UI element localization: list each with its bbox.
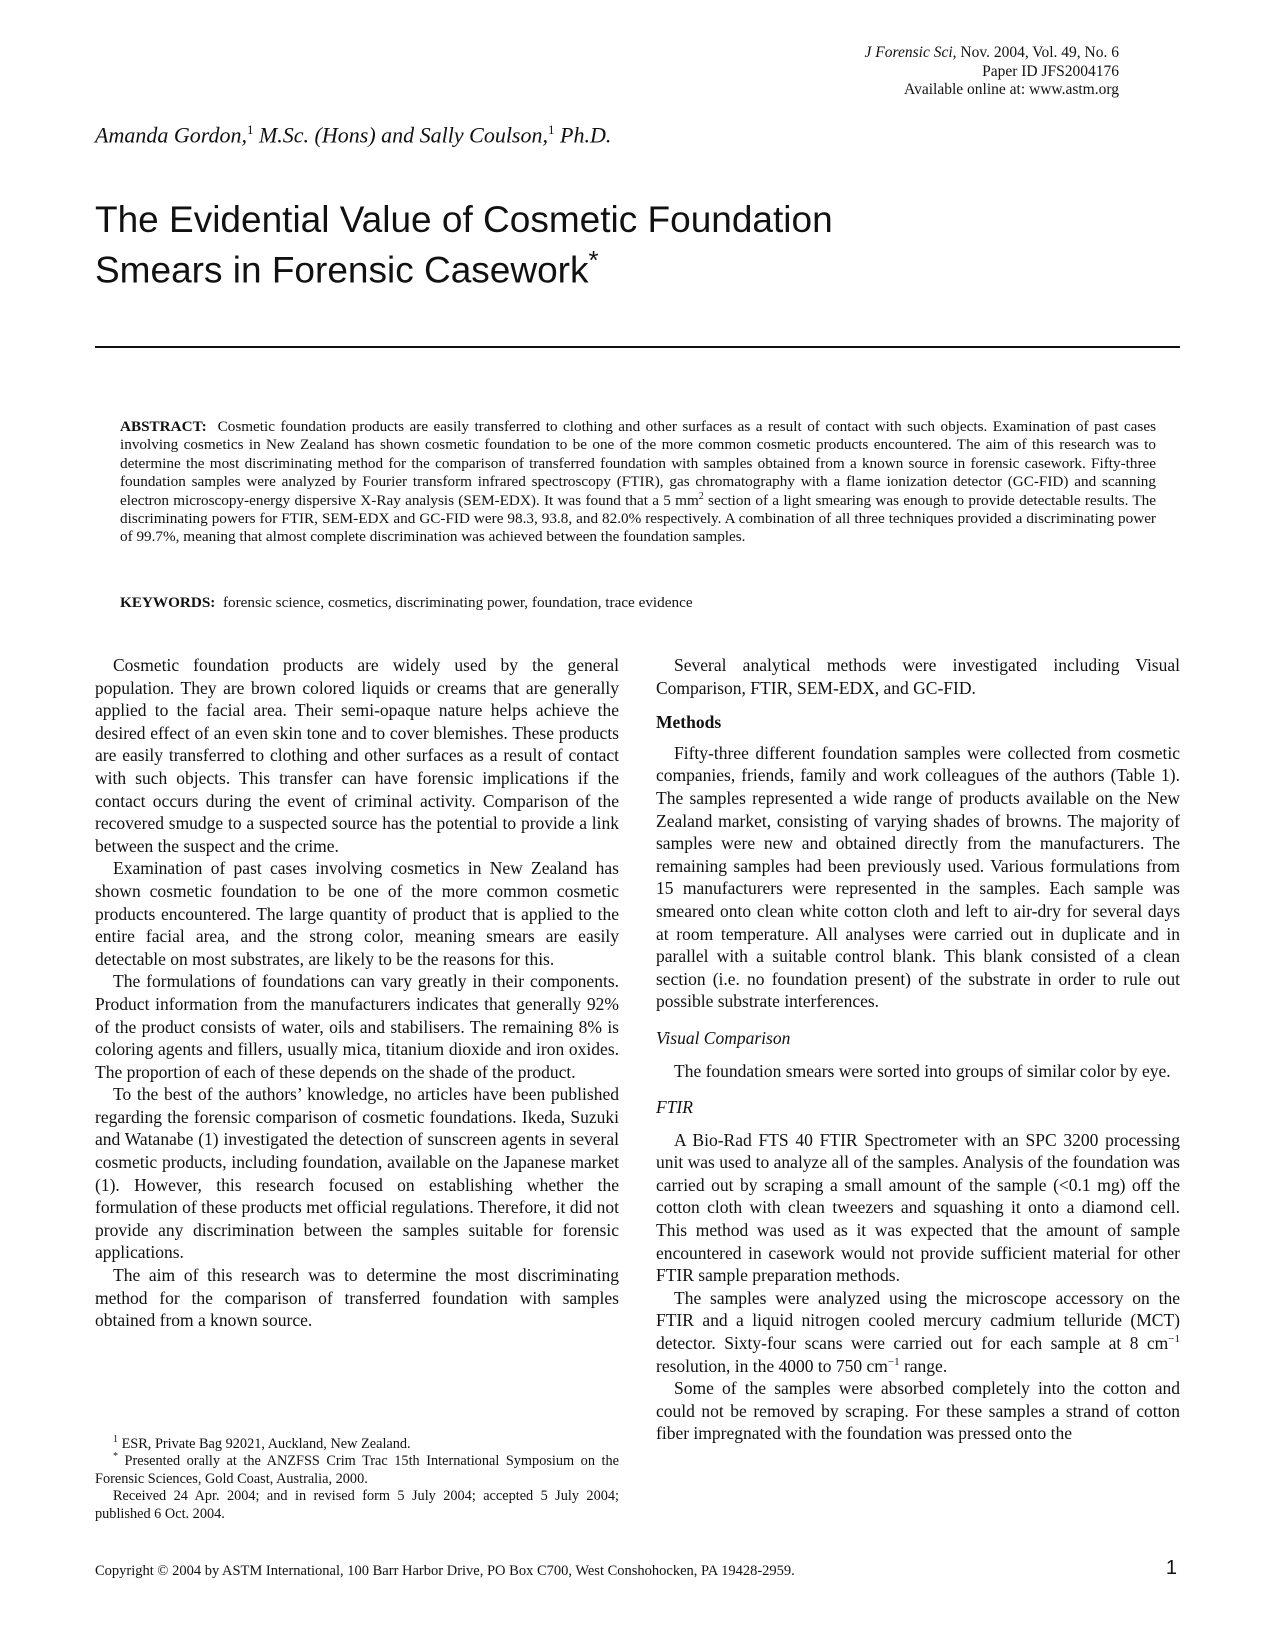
left-paragraph-2: Examination of past cases involving cosmetics in New Zealand has shown cosmetic foundation to be one of the more common cosmetic products encountered. The large quantity of product that is applied to the entire facial area, and the strong color, meaning smears are easily detectable on most substrates, are likely to be the reasons for this. xyxy=(95,858,619,969)
keywords xyxy=(120,594,693,612)
ftir-superscript-2: −1 xyxy=(887,1355,900,1368)
footnote-1-text: ESR, Private Bag 92021, Auckland, New Zealand. xyxy=(118,1436,411,1452)
left-paragraph-4: To the best of the authors’ knowledge, no articles have been published regarding the forensic comparison of cosmetic foundations. Ikeda, Suzuki and Watanabe (1) investigated the detection of sunscreen agents in several cosmetic products, including foundation, available on the Japanese market (1). However, this research focused on establishing whether the formulation of these products met official regulations. Therefore, it did not provide any discrimination between the samples suitable for forensic applications. xyxy=(95,1084,619,1263)
ftir-heading: FTIR xyxy=(656,1097,693,1118)
footnotes xyxy=(95,1436,619,1523)
right-column xyxy=(656,654,1180,1445)
footnote-2-marker: * xyxy=(113,1451,118,1463)
paper-id: Paper ID JFS2004176 xyxy=(982,62,1119,80)
keywords-text: forensic science, cosmetics, discriminating power, foundation, trace evidence xyxy=(222,594,693,611)
ftir-paragraph-1: A Bio-Rad FTS 40 FTIR Spectrometer with an SPC 3200 processing unit was used to analyze all of the samples. Analysis of the foundation was carried out by scraping a small amount of the sample (<0.1 mg) off the cotton cloth with clean tweezers and squashing it onto a diamond cell. This method was used as it was expected that the amount of sample encountered in casework would not provide sufficient material for other FTIR sample preparation methods. xyxy=(656,1129,1180,1286)
right-paragraph-1: Several analytical methods were investigated including Visual Comparison, FTIR, SEM-EDX, and GC-FID. xyxy=(656,655,1180,698)
left-column xyxy=(95,654,619,1332)
footnote-2-text: Presented orally at the ANZFSS Crim Trac 15th International Symposium on the Forensic Sciences, Gold Coast, Australia, 2000. xyxy=(95,1453,619,1487)
left-paragraph-3: The formulations of foundations can vary greatly in their components. Product information from the manufacturers indicates that generally 92% of the product consists of water, oils and stabilisers. The remaining 8% is coloring agents and fillers, usually mica, titanium dioxide and iron oxides. The proportion of each of these depends on the shade of the product. xyxy=(95,971,619,1082)
author-1-affiliation: 1 xyxy=(246,122,254,137)
author-2-affiliation: 1 xyxy=(548,122,555,137)
ftir-paragraph-2-part-c: range. xyxy=(899,1355,948,1376)
online-availability: Available online at: www.astm.org xyxy=(904,81,1119,98)
ftir-paragraph-3: Some of the samples were absorbed completely into the cotton and could not be removed by scraping. For these samples a strand of cotton fiber impregnated with the foundation was pressed onto the xyxy=(656,1378,1180,1444)
journal-citation xyxy=(865,44,1119,63)
methods-paragraph: Fifty-three different foundation samples were collected from cosmetic companies, friends, family and work colleagues of the authors (Table 1). The samples represented a wide range of products available on the New Zealand market, consisting of varying shades of browns. The majority of samples were new and obtained directly from the manufacturers. The remaining samples had been previously used. Various formulations from 15 manufacturers were represented in the samples. Each sample was smeared onto clean white cotton cloth and left to air-dry for several days at room temperature. All analyses were carried out in duplicate and in parallel with a suitable control blank. This blank consisted of a clean section (i.e. no foundation present) of the substrate in order to rule out possible substrate interferences. xyxy=(656,742,1180,1012)
title-line-1: The Evidential Value of Cosmetic Foundation xyxy=(95,199,833,240)
visual-comparison-paragraph: The foundation smears were sorted into groups of similar color by eye. xyxy=(674,1060,1171,1081)
ftir-superscript-1: −1 xyxy=(1168,1333,1180,1346)
author-2-degree: Ph.D. xyxy=(560,122,612,148)
journal-issue: Nov. 2004, Vol. 49, No. 6 xyxy=(960,44,1119,61)
copyright-notice: Copyright © 2004 by ASTM International, 100 Barr Harbor Drive, PO Box C700, West Conshohocken, PA 19428-2959. xyxy=(95,1563,795,1579)
abstract-label: ABSTRACT: xyxy=(120,418,207,435)
keywords-label: KEYWORDS: xyxy=(120,594,216,611)
ftir-paragraph-2-part-a: The samples were analyzed using the microscope accessory on the FTIR and a liquid nitrogen cooled mercury cadmium telluride (MCT) detector. Sixty-four scans were carried out for each sample at 8 cm xyxy=(656,1287,1180,1354)
footnote-2 xyxy=(95,1453,619,1488)
ftir-paragraph-2 xyxy=(656,1287,1180,1377)
author-degree-and-second-author: M.Sc. (Hons) and Sally Coulson, xyxy=(258,122,548,148)
title-footnote-marker: * xyxy=(588,245,599,275)
received-dates: Received 24 Apr. 2004; and in revised form 5 July 2004; accepted 5 July 2004; published 6 Oct. 2004. xyxy=(95,1488,619,1522)
journal-name: J Forensic Sci, xyxy=(864,44,957,61)
page-number: 1 xyxy=(1165,1557,1177,1579)
footnote-1 xyxy=(95,1436,619,1453)
page-title xyxy=(95,199,833,290)
title-divider xyxy=(95,346,1180,348)
ftir-paragraph-2-part-b: resolution, in the 4000 to 750 cm xyxy=(656,1355,888,1376)
left-paragraph-5: The aim of this research was to determine the most discriminating method for the comparison of transferred foundation with samples obtained from a known source. xyxy=(95,1265,619,1331)
author-line xyxy=(95,122,611,148)
methods-heading: Methods xyxy=(656,712,722,733)
author-1-name: Amanda Gordon, xyxy=(95,122,247,148)
footnote-1-marker: 1 xyxy=(113,1434,118,1446)
journal-header xyxy=(865,44,1119,100)
abstract-text-part-2: section of a light smearing was enough to provide detectable results. The discriminating powers for FTIR, SEM-EDX and GC-FID were 98.3, 93.8, and 82.0% respectively. A combination of all three techniques provided a discriminating power of 99.7%, meaning that almost complete discrimination was achieved between the foundation samples. xyxy=(120,491,1156,546)
abstract xyxy=(120,418,1156,547)
visual-comparison-heading: Visual Comparison xyxy=(656,1027,791,1048)
title-line-2: Smears in Forensic Casework xyxy=(95,249,589,291)
abstract-text-part-1: Cosmetic foundation products are easily transferred to clothing and other surfaces as a result of contact with such objects. Examination of past cases involving cosmetics in New Zealand has shown cosmetic foundation to be one of the more common cosmetic products encountered. The aim of this research was to determine the most discriminating method for the comparison of transferred foundation with samples obtained from a known source in forensic casework. Fifty-three foundation samples were analyzed by Fourier transform infrared spectroscopy (FTIR), gas chromatography with a flame ionization detector (GC-FID) and scanning electron microscopy-energy dispersive X-Ray analysis (SEM-EDX). It was found that a 5 mm xyxy=(120,418,1156,509)
abstract-superscript: 2 xyxy=(698,490,704,502)
left-paragraph-1: Cosmetic foundation products are widely used by the general population. They are brown colored liquids or creams that are generally applied to the facial area. Their semi-opaque nature helps achieve the desired effect of an even skin tone and to cover blemishes. These products are easily transferred to clothing and other surfaces as a result of contact with such objects. This transfer can have forensic implications if the contact occurs during the event of criminal activity. Comparison of the recovered smudge to a suspected source has the potential to provide a link between the suspect and the crime. xyxy=(95,655,619,856)
